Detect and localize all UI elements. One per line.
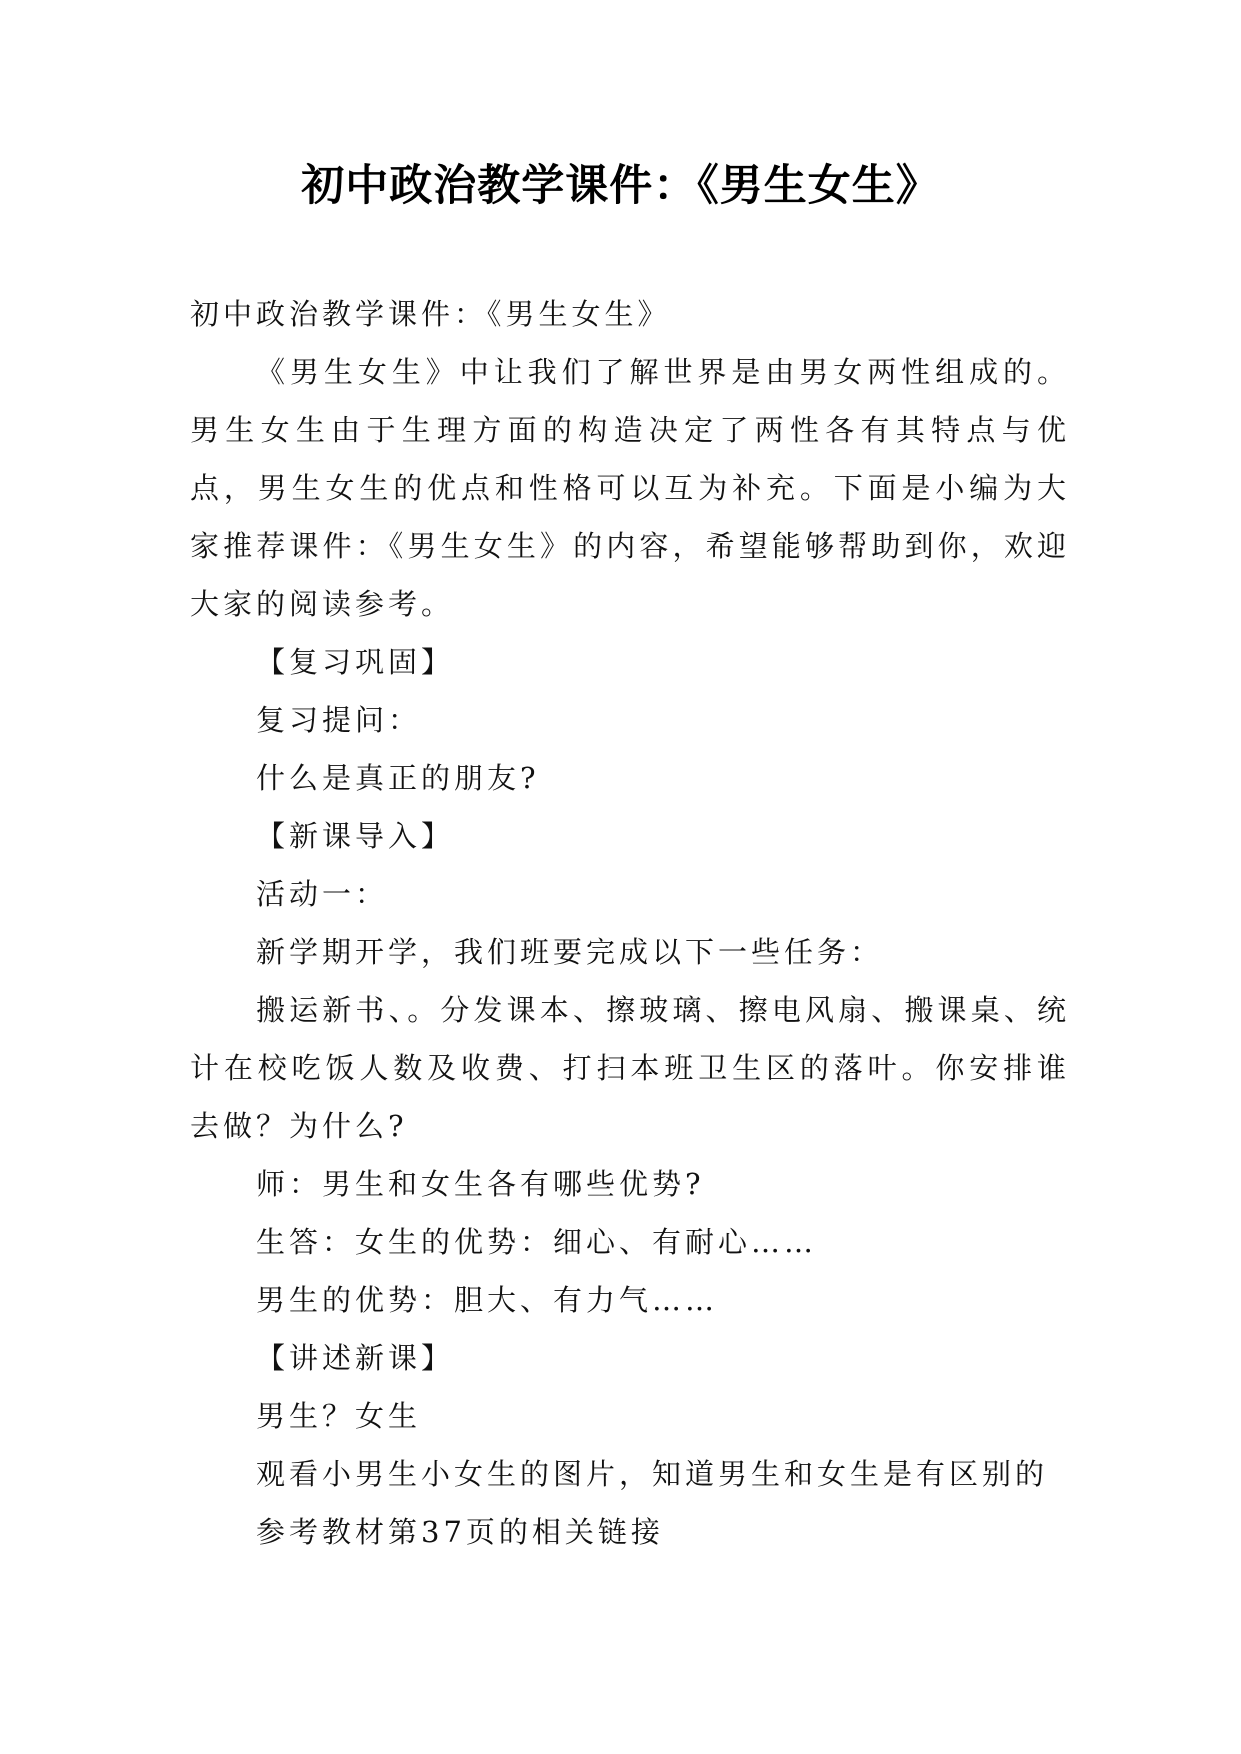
review-question: 什么是真正的朋友? xyxy=(256,761,540,795)
student-answer-boys: 男生的优势：胆大、有力气…… xyxy=(256,1283,719,1317)
textbook-reference: 参考教材第37页的相关链接 xyxy=(256,1515,664,1549)
review-question-label: 复习提问： xyxy=(256,703,422,737)
student-answer-girls: 生答：女生的优势：细心、有耐心…… xyxy=(256,1225,818,1259)
activity-description: 新学期开学，我们班要完成以下一些任务： xyxy=(256,935,884,969)
intro-paragraph: 《男生女生》中让我们了解世界是由男女两性组成的。男生女生由于生理方面的构造决定了两性各有其特点与优点，男生女生的优点和性格可以互为补充。下面是小编为大家推荐课件：《男生女生》的内容，希望能够帮助到你，欢迎大家的阅读参考。 xyxy=(190,355,1070,621)
section-heading-intro: 【新课导入】 xyxy=(256,819,455,853)
document-title: 初中政治教学课件：《男生女生》 xyxy=(301,161,940,211)
lesson-instruction: 观看小男生小女生的图片，知道男生和女生是有区别的 xyxy=(256,1457,1049,1491)
activity-label: 活动一： xyxy=(256,877,389,911)
lesson-subtopic: 男生？女生 xyxy=(256,1399,422,1433)
document-body xyxy=(190,285,1070,1561)
section-heading-review: 【复习巩固】 xyxy=(256,645,455,679)
teacher-question: 师：男生和女生各有哪些优势? xyxy=(256,1167,705,1201)
intro-heading: 初中政治教学课件：《男生女生》 xyxy=(190,297,671,331)
task-list-paragraph: 搬运新书、。分发课本、擦玻璃、擦电风扇、搬课桌、统计在校吃饭人数及收费、打扫本班卫生区的落叶。你安排谁去做？为什么? xyxy=(190,993,1070,1143)
section-heading-lesson: 【讲述新课】 xyxy=(256,1341,455,1375)
